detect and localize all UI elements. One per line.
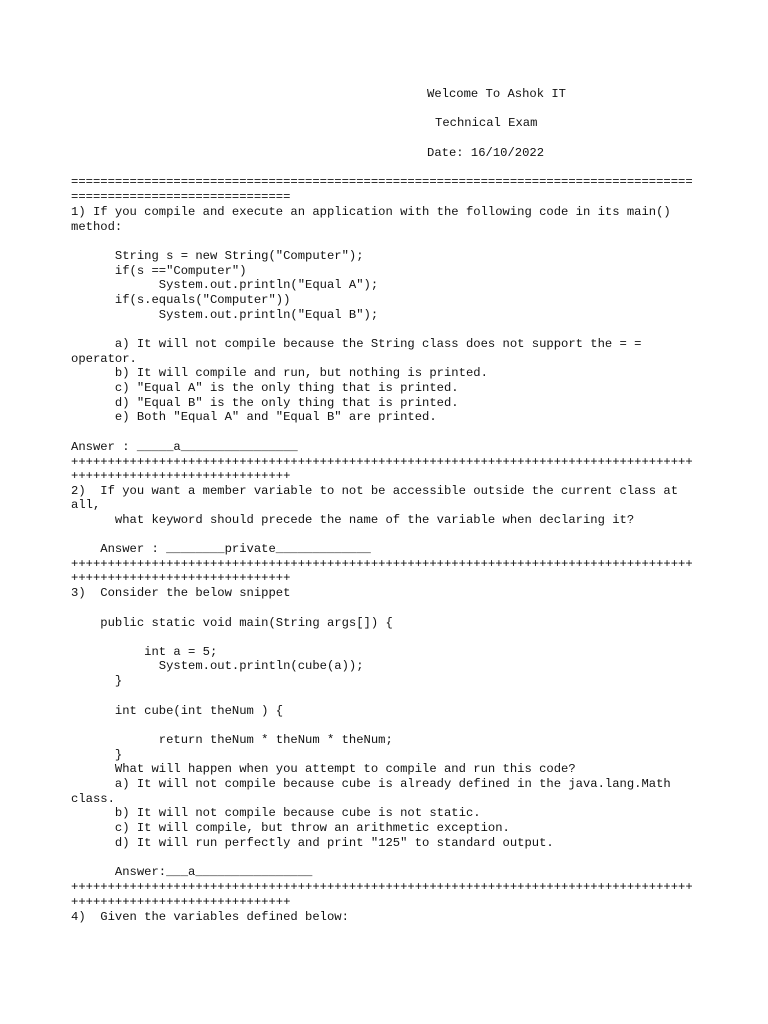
option-line: class.	[71, 792, 115, 806]
option-line: operator.	[71, 352, 137, 366]
code-line: String s = new String("Computer");	[71, 249, 364, 263]
separator-equals-continued: ==============================	[71, 190, 291, 204]
question-3-text: 3) Consider the below snippet	[71, 586, 291, 600]
option-line: a) It will not compile because the String class does not support the = =	[71, 337, 642, 351]
question-4-text: 4) Given the variables defined below:	[71, 910, 349, 924]
header-subtitle: Technical Exam	[435, 116, 538, 130]
code-line: public static void main(String args[]) {	[71, 616, 393, 630]
code-line: int cube(int theNum ) {	[71, 704, 284, 718]
code-line: return theNum * theNum * theNum;	[71, 733, 393, 747]
code-line: System.out.println("Equal B");	[71, 308, 379, 322]
question-1-text: 1) If you compile and execute an application with the following code in its main()	[71, 205, 671, 219]
header-date: Date: 16/10/2022	[427, 146, 545, 160]
code-line: }	[71, 674, 123, 688]
question-2-text-continued: all,	[71, 498, 101, 512]
question-3-answer: Answer:___a________________	[71, 865, 313, 879]
separator-plus: +++++++++++++++++++++++++++++++++++++++++++++++++++++++++++++++++++++++++++++++++++++	[71, 880, 693, 894]
option-line: c) "Equal A" is the only thing that is printed.	[71, 381, 459, 395]
option-line: b) It will compile and run, but nothing is printed.	[71, 366, 488, 380]
option-line: b) It will not compile because cube is not static.	[71, 806, 481, 820]
option-line: e) Both "Equal A" and "Equal B" are printed.	[71, 410, 437, 424]
separator-equals: =====================================================================================	[71, 175, 693, 189]
question-2-answer: Answer : ________private_____________	[71, 542, 371, 556]
question-2-text-continued: what keyword should precede the name of the variable when declaring it?	[71, 513, 635, 527]
option-line: c) It will compile, but throw an arithmetic exception.	[71, 821, 510, 835]
option-line: d) "Equal B" is the only thing that is printed.	[71, 396, 459, 410]
code-line: System.out.println(cube(a));	[71, 659, 364, 673]
separator-plus-continued: ++++++++++++++++++++++++++++++	[71, 469, 291, 483]
code-line: if(s =="Computer")	[71, 264, 247, 278]
question-2-text: 2) If you want a member variable to not be accessible outside the current class at	[71, 484, 679, 498]
question-1-text-continued: method:	[71, 220, 123, 234]
question-3-prompt: What will happen when you attempt to compile and run this code?	[71, 762, 576, 776]
question-1-answer: Answer : _____a________________	[71, 440, 298, 454]
separator-plus-continued: ++++++++++++++++++++++++++++++	[71, 571, 291, 585]
separator-plus: +++++++++++++++++++++++++++++++++++++++++++++++++++++++++++++++++++++++++++++++++++++	[71, 455, 693, 469]
option-line: d) It will run perfectly and print "125" to standard output.	[71, 836, 554, 850]
header-title: Welcome To Ashok IT	[427, 87, 566, 101]
code-line: }	[71, 748, 123, 762]
code-line: if(s.equals("Computer"))	[71, 293, 291, 307]
code-line: System.out.println("Equal A");	[71, 278, 379, 292]
separator-plus: +++++++++++++++++++++++++++++++++++++++++++++++++++++++++++++++++++++++++++++++++++++	[71, 557, 693, 571]
option-line: a) It will not compile because cube is already defined in the java.lang.Math	[71, 777, 671, 791]
code-line: int a = 5;	[71, 645, 218, 659]
separator-plus-continued: ++++++++++++++++++++++++++++++	[71, 895, 291, 909]
